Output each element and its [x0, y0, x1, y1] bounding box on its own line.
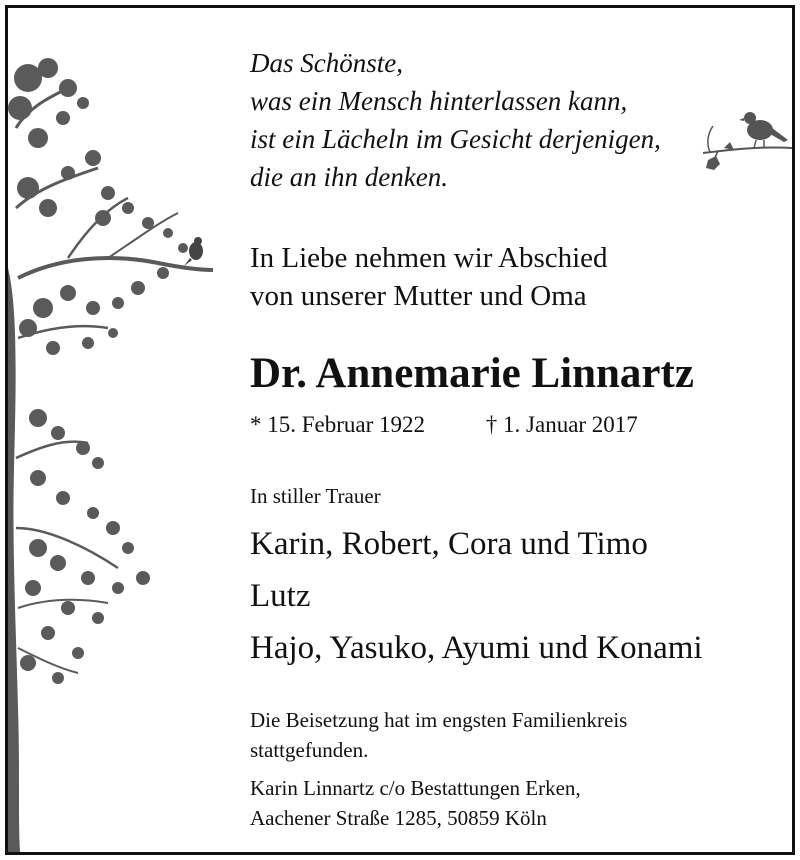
- mourners-list: [250, 518, 703, 674]
- birth-date: * 15. Februar 1922: [250, 412, 426, 437]
- contact-address: [250, 773, 581, 833]
- burial-note: [250, 705, 627, 765]
- mourning-label: In stiller Trauer: [250, 484, 381, 508]
- poem-line: was ein Mensch hinterlassen kann,: [250, 86, 628, 116]
- obituary-notice: [5, 5, 795, 855]
- bird-icon: [698, 98, 795, 178]
- deceased-name: Dr. Annemarie Linnartz: [250, 350, 694, 397]
- tree-silhouette-icon: [8, 8, 248, 852]
- poem-line: Das Schönste,: [250, 48, 403, 78]
- poem: [250, 44, 661, 196]
- poem-line: die an ihn denken.: [250, 162, 448, 192]
- address-line: Karin Linnartz c/o Bestattungen Erken,: [250, 776, 581, 800]
- address-line: Aachener Straße 1285, 50859 Köln: [250, 806, 547, 830]
- burial-line: Die Beisetzung hat im engsten Familienkreis: [250, 708, 628, 732]
- mourner-group: Karin, Robert, Cora und Timo: [250, 526, 648, 562]
- mourner-group: Lutz: [250, 578, 311, 614]
- farewell-intro: [250, 239, 608, 315]
- mourner-group: Hajo, Yasuko, Ayumi und Konami: [250, 630, 703, 666]
- death-date: † 1. Januar 2017: [485, 412, 638, 437]
- poem-line: ist ein Lächeln im Gesicht derjenigen,: [250, 124, 661, 154]
- life-dates: [250, 410, 638, 440]
- intro-line: von unserer Mutter und Oma: [250, 280, 587, 312]
- intro-line: In Liebe nehmen wir Abschied: [250, 242, 608, 274]
- burial-line: stattgefunden.: [250, 738, 369, 762]
